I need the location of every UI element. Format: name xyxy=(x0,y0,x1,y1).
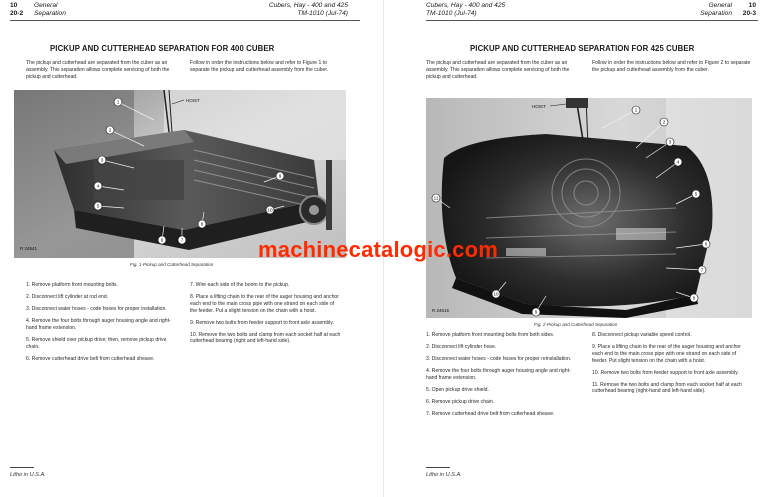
left-section-category: General Separation xyxy=(34,2,66,17)
left-step-8: 8. Place a lifting chain to the rear of the auger housing and anchor each end to the main cross pipe with one strand on each side of the feeder. Put a slight tension on the chain with a hoist. xyxy=(190,293,339,314)
left-steps-column-1 xyxy=(26,282,176,368)
right-callout-number-8: 8 xyxy=(692,295,696,301)
left-step-10: 10. Remove the two bolts and clamp from each socket half at each cutterhead bearing (right and left-hand side). xyxy=(190,331,341,345)
figure-2-hoist-label: HOIST xyxy=(532,104,546,109)
right-manual-title: Cubers, Hay - 400 and 425 TM-1010 (Jul-74) xyxy=(426,2,506,17)
figure-1-caption: Fig. 1-Pickup and Cutterhead Separation xyxy=(130,262,214,267)
right-callout-number-2: 2 xyxy=(662,119,666,125)
left-step-9: 9. Remove two bolts from feeder support to front axle assembly. xyxy=(190,319,335,326)
right-callout-number-11: 11 xyxy=(433,195,439,201)
right-step-8: 8. Disconnect pickup variable speed control. xyxy=(592,332,692,338)
figure-2-photo xyxy=(426,98,752,318)
right-section-number: 10 20-3 xyxy=(742,2,756,17)
figure-2-image xyxy=(426,98,752,318)
left-callout-number-7: 7 xyxy=(180,237,184,243)
right-step-1: 1. Remove platform front mounting bolts from both sides. xyxy=(426,332,555,338)
right-step-5: 5. Open pickup drive shield. xyxy=(426,386,489,393)
left-callout-number-10: 10 xyxy=(267,207,273,213)
figure-1-image xyxy=(14,90,346,258)
right-callout-number-10: 10 xyxy=(493,291,499,297)
right-page-title: PICKUP AND CUTTERHEAD SEPARATION FOR 425 CUBER xyxy=(470,44,695,53)
right-step-3: 3. Disconnect water hoses - code hoses for proper reinstallation. xyxy=(426,355,572,362)
left-page-title: PICKUP AND CUTTERHEAD SEPARATION FOR 400 CUBER xyxy=(50,44,275,53)
figure-1-hoist-label: HOIST xyxy=(186,98,200,103)
left-step-7: 7. Wire each side of the boom to the pickup. xyxy=(190,282,290,288)
right-step-2: 2. Disconnect lift cylinder hose. xyxy=(426,343,497,350)
left-step-6: 6. Remove cutterhead drive belt from cutterhead sheave. xyxy=(26,355,155,362)
left-step-1: 1. Remove platform front mounting bolts. xyxy=(26,282,119,288)
left-intro-paragraph: The pickup and cutterhead are separated from the cuber as an assembly. This separation allows complete servicing of both the pickup and cutterhead. xyxy=(26,60,170,80)
left-callout-number-8: 8 xyxy=(200,221,204,227)
right-footer: Litho in U.S.A. xyxy=(426,472,462,478)
left-step-4: 4. Remove the four bolts through auger housing angle and right-hand frame extension. xyxy=(26,317,171,331)
watermark: machinecatalogic.com xyxy=(258,237,498,262)
figure-2-caption: Fig. 2-Pickup and Cutterhead Separation xyxy=(534,322,618,327)
right-step-6: 6. Remove pickup drive chain. xyxy=(426,398,495,405)
right-step-9: 9. Place a lifting chain to the rear of the auger housing and anchor each end to the main cross pipe with one strand on each side of feeder. Put slight tension on the chain with a hoist. xyxy=(592,343,741,364)
right-callout-number-5: 5 xyxy=(694,191,698,197)
right-instructions-paragraph: Follow in order the instructions below and refer to Figure 2 to separate the pickup and cutterhead assembly from the cuber. xyxy=(592,60,751,73)
left-callout-number-6: 6 xyxy=(160,237,164,243)
right-callout-number-4: 4 xyxy=(676,159,680,165)
right-steps-column-2 xyxy=(592,332,752,400)
left-header-rule xyxy=(10,20,360,21)
right-step-10: 10. Remove two bolts from feeder support to front axle assembly. xyxy=(592,369,739,376)
right-steps-column-1 xyxy=(426,332,580,423)
right-step-7: 7. Remove cutterhead drive belt from cutterhead sheave. xyxy=(426,410,555,417)
left-callout-number-1: 1 xyxy=(116,99,120,105)
left-callout-number-3: 3 xyxy=(100,157,104,163)
right-callout-number-1: 1 xyxy=(634,107,638,113)
right-step-11: 11. Remove the two bolts and clamp from each socket half at each cutterhead bearing (right-hand and left-hand side). xyxy=(592,381,742,395)
right-callout-number-6: 6 xyxy=(704,241,708,247)
right-step-4: 4. Remove the four bolts through auger housing angle and right-hand frame extension. xyxy=(426,367,571,381)
right-header-rule xyxy=(426,20,758,21)
right-callout-number-3: 3 xyxy=(668,139,672,145)
left-manual-title: Cubers, Hay - 400 and 425 TM-1010 (Jul-74) xyxy=(268,2,348,17)
left-section-number: 10 20-2 xyxy=(10,2,24,17)
figure-2-code: R 24615 xyxy=(432,308,450,313)
right-section-category: General Separation xyxy=(700,2,732,17)
left-steps-column-2 xyxy=(190,282,342,350)
left-step-3: 3. Disconnect water hoses - code hoses for proper installation. xyxy=(26,305,167,312)
left-callout-number-4: 4 xyxy=(96,183,100,189)
left-callout-number-2: 2 xyxy=(108,127,112,133)
left-step-2: 2. Disconnect lift cylinder at rod end. xyxy=(26,293,109,300)
right-intro-paragraph: The pickup and cutterhead are separated from the cuber as an assembly. This separation allows complete servicing of both the pickup and cutterhead. xyxy=(426,60,570,80)
left-footer-rule xyxy=(10,467,34,468)
left-footer: Litho in U.S.A. xyxy=(10,472,46,478)
right-callout-number-9: 9 xyxy=(534,309,538,315)
left-callout-number-9: 9 xyxy=(278,173,282,179)
figure-1-photo xyxy=(14,90,346,258)
left-step-5: 5. Remove shield over pickup drive; then, remove pickup drive chain. xyxy=(26,336,167,350)
left-instructions-paragraph: Follow in order the instructions below and refer to Figure 1 to separate the pickup and cutterhead assembly from the cuber. xyxy=(190,60,329,73)
left-callout-number-5: 5 xyxy=(96,203,100,209)
right-footer-rule xyxy=(426,467,450,468)
figure-1-code: R 24541 xyxy=(20,246,38,251)
right-callout-number-7: 7 xyxy=(700,267,704,273)
